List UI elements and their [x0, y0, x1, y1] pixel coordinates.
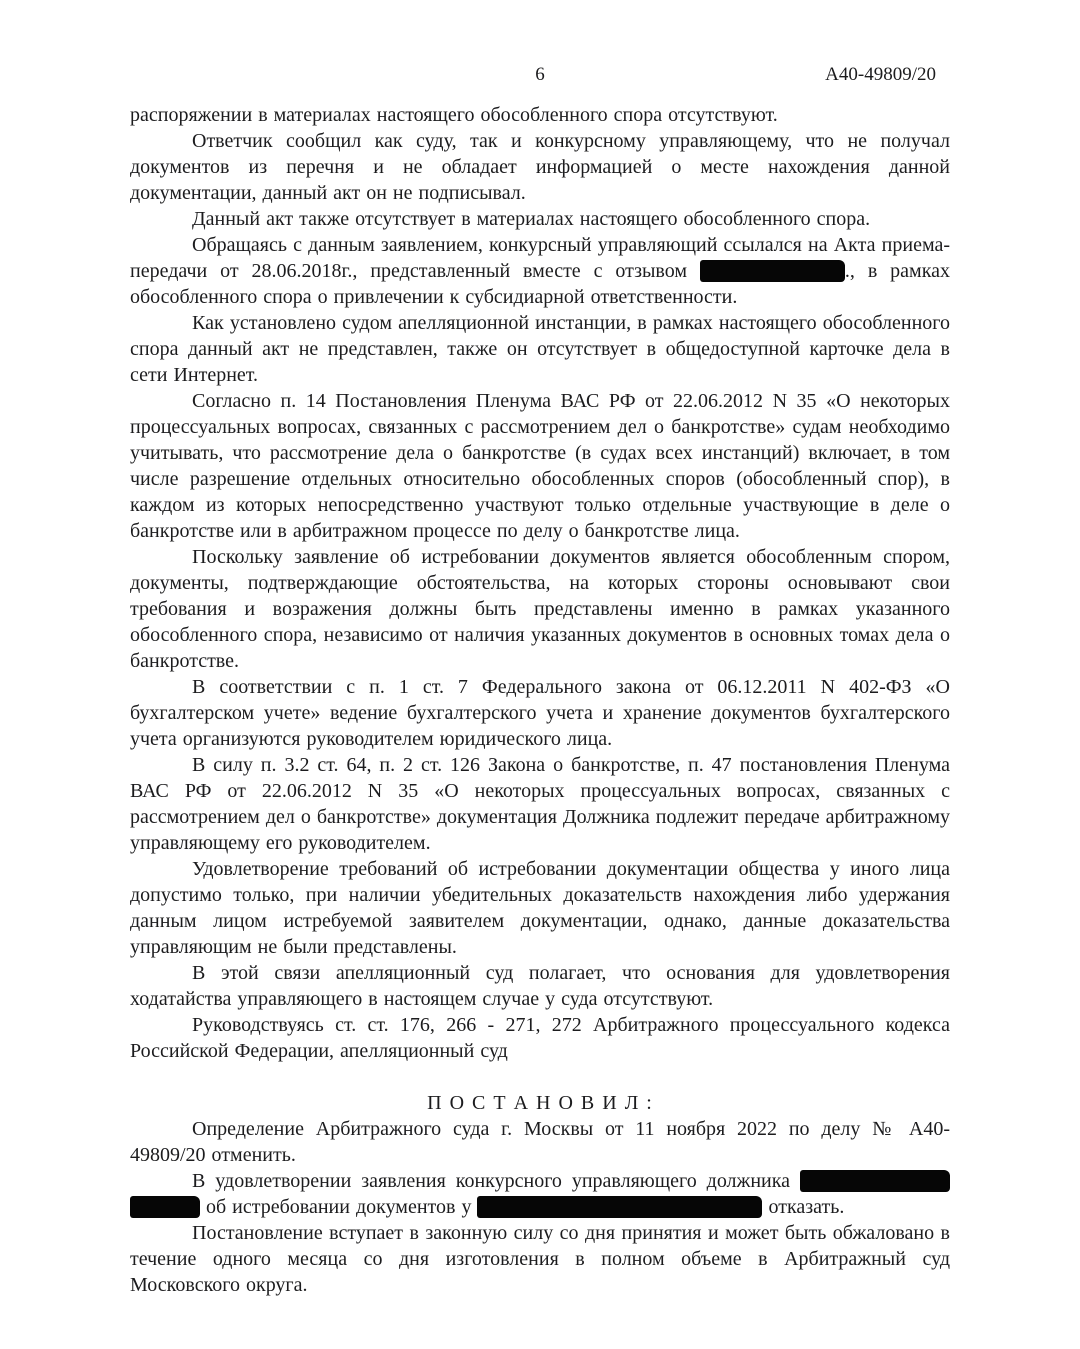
paragraph-ruling-refusal: [130, 1168, 950, 1220]
paragraph-text: ., в рамках обособленного спора о привлечении к субсидиарной ответственности.: [130, 260, 950, 308]
paragraph-text: об истребовании документов у: [206, 1196, 472, 1218]
case-number: А40-49809/20: [825, 64, 936, 85]
paragraph-ruling-basis: Руководствуясь ст. ст. 176, 266 - 271, 272 Арбитражного процессуального кодекса Российской Федерации, апелляционный суд: [130, 1014, 950, 1062]
document-body: [130, 102, 950, 1298]
paragraph-ruling-cancel: Определение Арбитражного суда г. Москвы от 11 ноября 2022 по делу № А40-49809/20 отменить.: [130, 1118, 950, 1166]
paragraph-court-conclusion: В этой связи апелляционный суд полагает, что основания для удовлетворения ходатайства управляющего в настоящем случае у суда отсутствуют.: [130, 962, 950, 1010]
redaction-bar: [130, 1196, 200, 1218]
paragraph-text: Обращаясь с данным заявлением, конкурсный управляющий ссылался на Акта приема-передачи от 28.06.2018г., представленный вместе с отзывом: [130, 234, 950, 282]
paragraph-evidence-requirement: Удовлетворение требований об истребовании документации общества у иного лица допустимо только, при наличии убедительных доказательств нахождения либо удержания данным лицом истребуемой заявителем документации, однако, данные доказательства управляющим не были представлены.: [130, 858, 950, 958]
paragraph-bankruptcy-law: В силу п. 3.2 ст. 64, п. 2 ст. 126 Закона о банкротстве, п. 47 постановления Пленума ВАС РФ от 22.06.2012 N 35 «О некоторых процессуальных вопросах, связанных с рассмотрением дел о банкротстве» документация Должника подлежит передаче арбитражному управляющему его руководителем.: [130, 754, 951, 854]
resolution-heading: П О С Т А Н О В И Л :: [427, 1092, 653, 1114]
paragraph-appeal-finding: Как установлено судом апелляционной инстанции, в рамках настоящего обособленного спора данный акт не представлен, также он отсутствует в общедоступной карточке дела в сети Интернет.: [130, 312, 950, 386]
paragraph-continuation: распоряжении в материалах настоящего обособленного спора отсутствуют.: [130, 104, 778, 126]
paragraph-text: В удовлетворении заявления конкурсного управляющего должника: [192, 1170, 791, 1192]
redaction-bar: [477, 1196, 762, 1218]
paragraph-act-reference: [130, 232, 950, 310]
paragraph-plenum-14: Согласно п. 14 Постановления Пленума ВАС РФ от 22.06.2012 N 35 «О некоторых процессуальных вопросах, связанных с рассмотрением дел о банкротстве» судам необходимо учитывать, что рассмотрение дела о банкротстве (в судах всех инстанций) включает, в том числе разрешение отдельных относительно обособленных споров (обособленный спор), в каждом из которых непосредственно участвуют только отдельные участвующие в деле о банкротстве или в арбитражном процессе по делу о банкротстве лица.: [130, 390, 950, 542]
page-header: [130, 62, 950, 88]
redaction-bar: [800, 1170, 950, 1192]
paragraph-respondent-statement: Ответчик сообщил как суду, так и конкурсному управляющему, что не получал документов из перечня и не обладает информацией о месте нахождения данной документации, данный акт он не подписывал.: [130, 130, 950, 204]
paragraph-accounting-law: В соответствии с п. 1 ст. 7 Федерального закона от 06.12.2011 N 402-ФЗ «О бухгалтерском учете» ведение бухгалтерского учета и хранение документов бухгалтерского учета организуются руководителем юридического лица.: [130, 676, 950, 750]
redaction-bar: [700, 260, 845, 282]
paragraph-act-missing: Данный акт также отсутствует в материалах настоящего обособленного спора.: [192, 208, 871, 230]
page-number: 6: [535, 64, 545, 85]
paragraph-appeal-procedure: Постановление вступает в законную силу со дня принятия и может быть обжаловано в течение одного месяца со дня изготовления в полном объеме в Арбитражный суд Московского округа.: [130, 1222, 950, 1296]
paragraph-text: отказать.: [768, 1196, 845, 1218]
paragraph-separate-dispute: Поскольку заявление об истребовании документов является обособленным спором, документы, подтверждающие обстоятельства, на которых стороны основывают свои требования и возражения должны быть представлены именно в рамках указанного обособленного спора, независимо от наличия указанных документов в основных томах дела о банкротстве.: [130, 546, 950, 672]
